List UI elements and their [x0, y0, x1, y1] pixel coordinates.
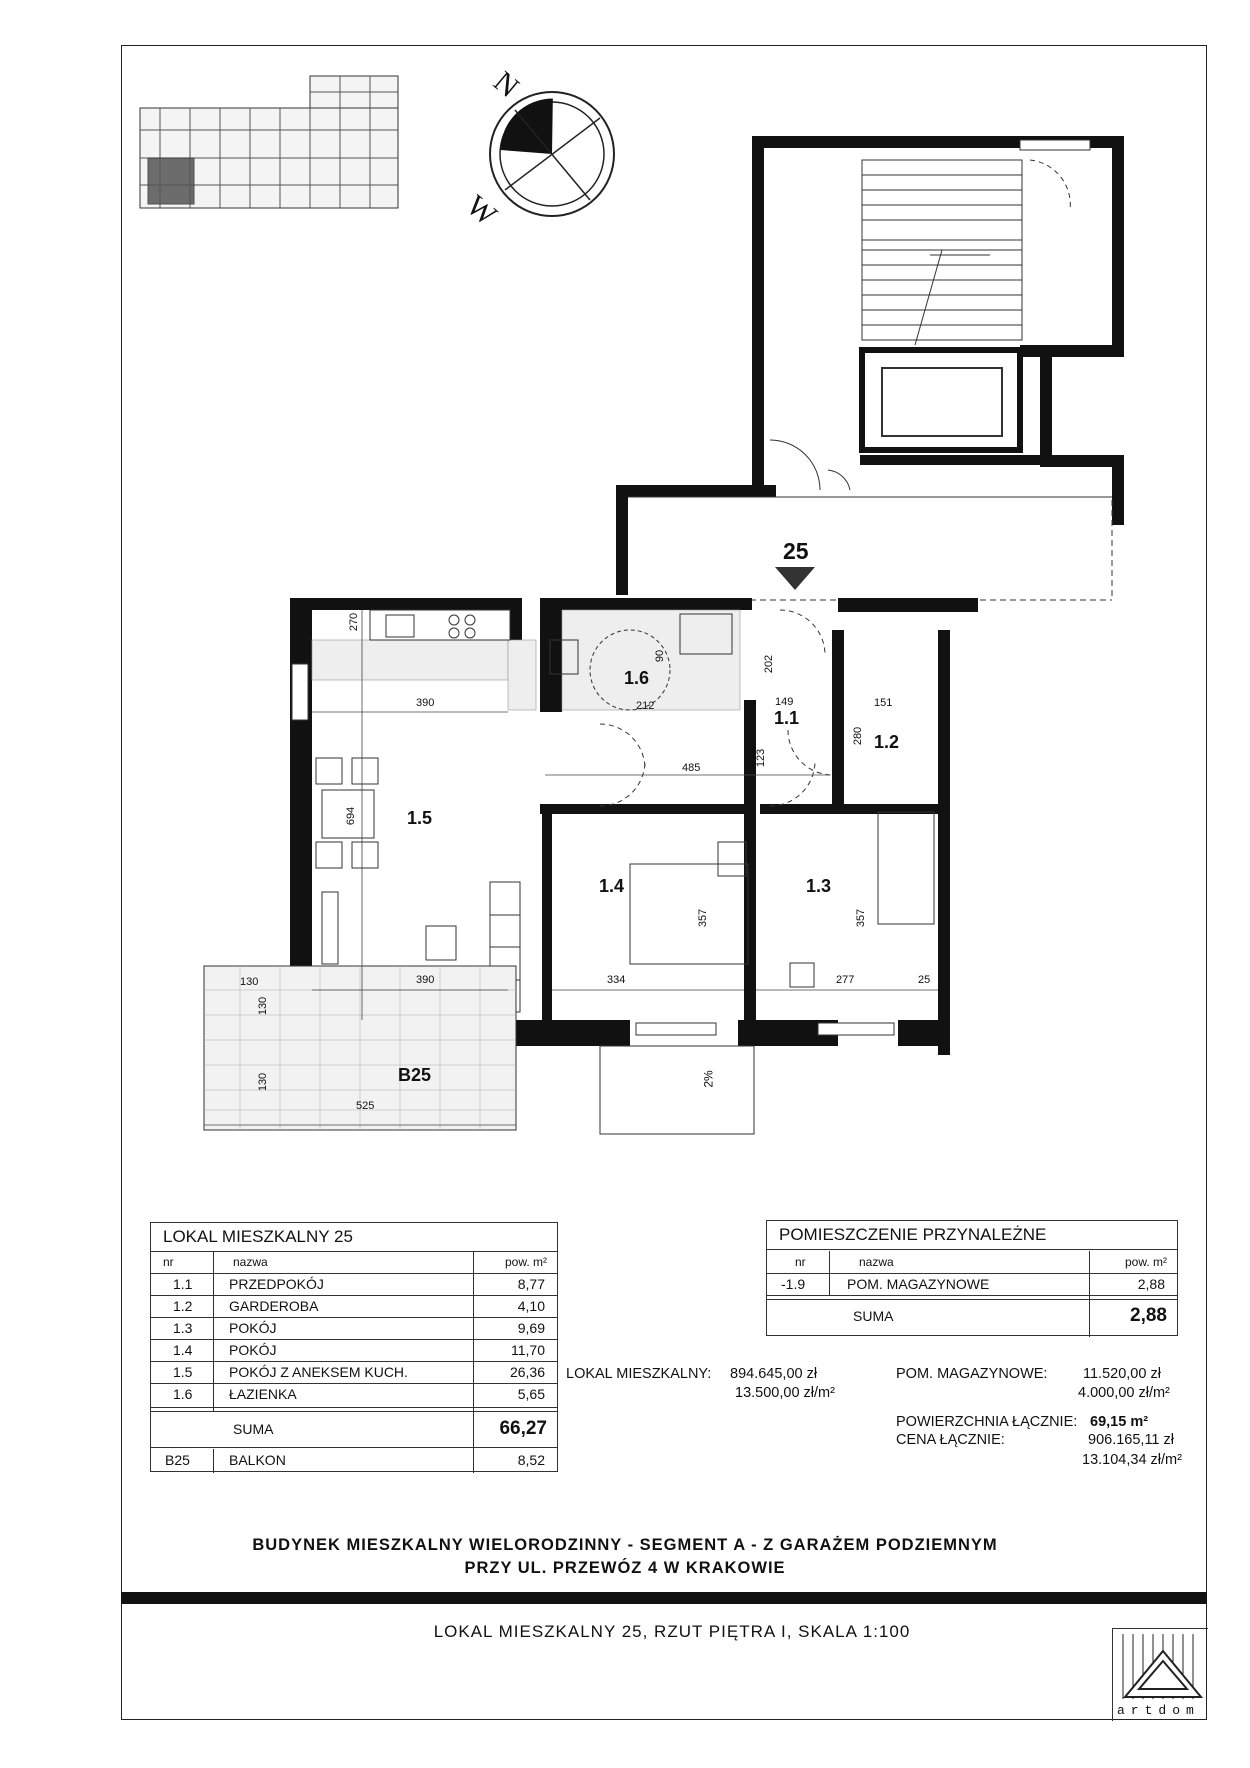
- unit-table-header-row: [151, 1251, 557, 1273]
- dim-label: 694: [345, 806, 358, 826]
- sum-value: 66,27: [499, 1418, 547, 1439]
- balcony: [204, 966, 754, 1134]
- sum-label: SUMA: [233, 1421, 274, 1437]
- dim-label: 212: [636, 700, 655, 712]
- room-label-1-1: 1.1: [774, 708, 800, 728]
- floor-plan: [204, 136, 1124, 1134]
- compass-north-label: N: [487, 65, 526, 105]
- storage-table-header-row: nr nazwa pow. m²: [795, 1255, 1167, 1269]
- building-address: PRZY UL. PRZEWÓZ 4 W KRAKOWIE: [464, 1559, 786, 1577]
- building-title: BUDYNEK MIESZKALNY WIELORODZINNY - SEGMENT A - Z GARAŻEM PODZIEMNYM: [252, 1536, 998, 1554]
- unit-price-label: LOKAL MIESZKALNY:: [566, 1366, 712, 1382]
- staircase: [616, 136, 1124, 595]
- storage-table-title: POMIESZCZENIE PRZYNALEŻNE: [767, 1221, 1177, 1250]
- room-label-1-4: 1.4: [599, 876, 625, 896]
- dim-label: 270: [348, 612, 361, 632]
- drawing-caption: LOKAL MIESZKALNY 25, RZUT PIĘTRA I, SKALA 1:100: [433, 1622, 911, 1641]
- room-label-1-2: 1.2: [874, 732, 900, 752]
- total-price: 906.165,11 zł: [1088, 1432, 1174, 1448]
- dim-label: 334: [607, 974, 626, 986]
- col-name: nazwa: [233, 1255, 268, 1269]
- total-area-value: 69,15 m²: [1090, 1414, 1149, 1430]
- compass-west-label: W: [460, 188, 503, 233]
- total-price-per-m2: 13.104,34 zł/m²: [1082, 1452, 1182, 1468]
- logo-wordmark: artdom: [1117, 1703, 1200, 1718]
- key-plan-thumbnail: [140, 76, 398, 208]
- dim-label: 280: [852, 726, 865, 746]
- footer-thick-rule: [121, 1592, 1207, 1604]
- storage-price: 11.520,00 zł: [1083, 1366, 1161, 1382]
- dim-label: 357: [697, 908, 710, 928]
- dim-label: 90: [654, 649, 667, 663]
- dim-label: 151: [874, 697, 893, 709]
- slope-label: 2%: [701, 1070, 716, 1088]
- col-area: pow. m²: [504, 1255, 547, 1269]
- dim-label: 123: [755, 748, 768, 768]
- total-area-label: POWIERZCHNIA ŁĄCZNIE:: [896, 1414, 1078, 1430]
- col-nr: nr: [163, 1255, 174, 1269]
- total-price-label: CENA ŁĄCZNIE:: [896, 1432, 1005, 1448]
- storage-price-label: POM. MAGAZYNOWE:: [896, 1366, 1048, 1382]
- logo-mark: [1113, 1629, 1208, 1704]
- artdom-logo: [1112, 1628, 1208, 1721]
- dim-label: 485: [682, 762, 701, 774]
- balcony-row: B25 BALKON 8,52: [165, 1452, 545, 1468]
- north-compass: [490, 86, 614, 216]
- table-row: 1.6 ŁAZIENKA 5,65: [173, 1386, 545, 1402]
- room-label-1-5: 1.5: [407, 808, 433, 828]
- dim-label: 130: [240, 976, 259, 988]
- unit-price-per-m2: 13.500,00 zł/m²: [735, 1385, 835, 1401]
- dim-label: 130: [257, 996, 270, 1016]
- table-row: 1.5 POKÓJ Z ANEKSEM KUCH. 26,36: [173, 1364, 545, 1380]
- table-row: 1.2 GARDEROBA 4,10: [173, 1298, 545, 1314]
- table-row: 1.3 POKÓJ 9,69: [173, 1320, 545, 1336]
- dim-label: 25: [918, 974, 931, 986]
- sum-row: [151, 1411, 557, 1447]
- dim-label: 525: [356, 1100, 375, 1112]
- kitchen-counter: [370, 610, 510, 640]
- dim-label: 357: [855, 908, 868, 928]
- table-row: 1.1 PRZEDPOKÓJ 8,77: [173, 1276, 545, 1292]
- bathroom-tiles: [562, 610, 740, 710]
- dim-label: 390: [416, 974, 435, 986]
- corridor: [628, 497, 1112, 600]
- room-label-1-3: 1.3: [806, 876, 832, 896]
- storage-price-per-m2: 4.000,00 zł/m²: [1078, 1385, 1170, 1401]
- unit-area-table: [150, 1222, 558, 1472]
- entrance-arrow: [775, 567, 815, 590]
- unit-table-title: LOKAL MIESZKALNY 25: [151, 1223, 557, 1252]
- unit-entrance-number: 25: [783, 538, 809, 564]
- room-label-1-6: 1.6: [624, 668, 650, 688]
- key-plan-highlight: [148, 158, 194, 204]
- dim-label: 390: [416, 697, 435, 709]
- dim-label: 130: [257, 1072, 270, 1092]
- table-row: 1.4 POKÓJ 11,70: [173, 1342, 545, 1358]
- storage-area-table: [766, 1220, 1178, 1336]
- table-row: -1.9 POM. MAGAZYNOWE 2,88: [781, 1276, 1165, 1292]
- dim-label: 202: [763, 654, 776, 674]
- balcony-label: B25: [398, 1065, 432, 1085]
- dim-label: 149: [775, 696, 794, 708]
- sum-row: SUMA 2,88: [853, 1305, 1167, 1326]
- dim-label: 277: [836, 974, 855, 986]
- unit-price: 894.645,00 zł: [730, 1366, 818, 1382]
